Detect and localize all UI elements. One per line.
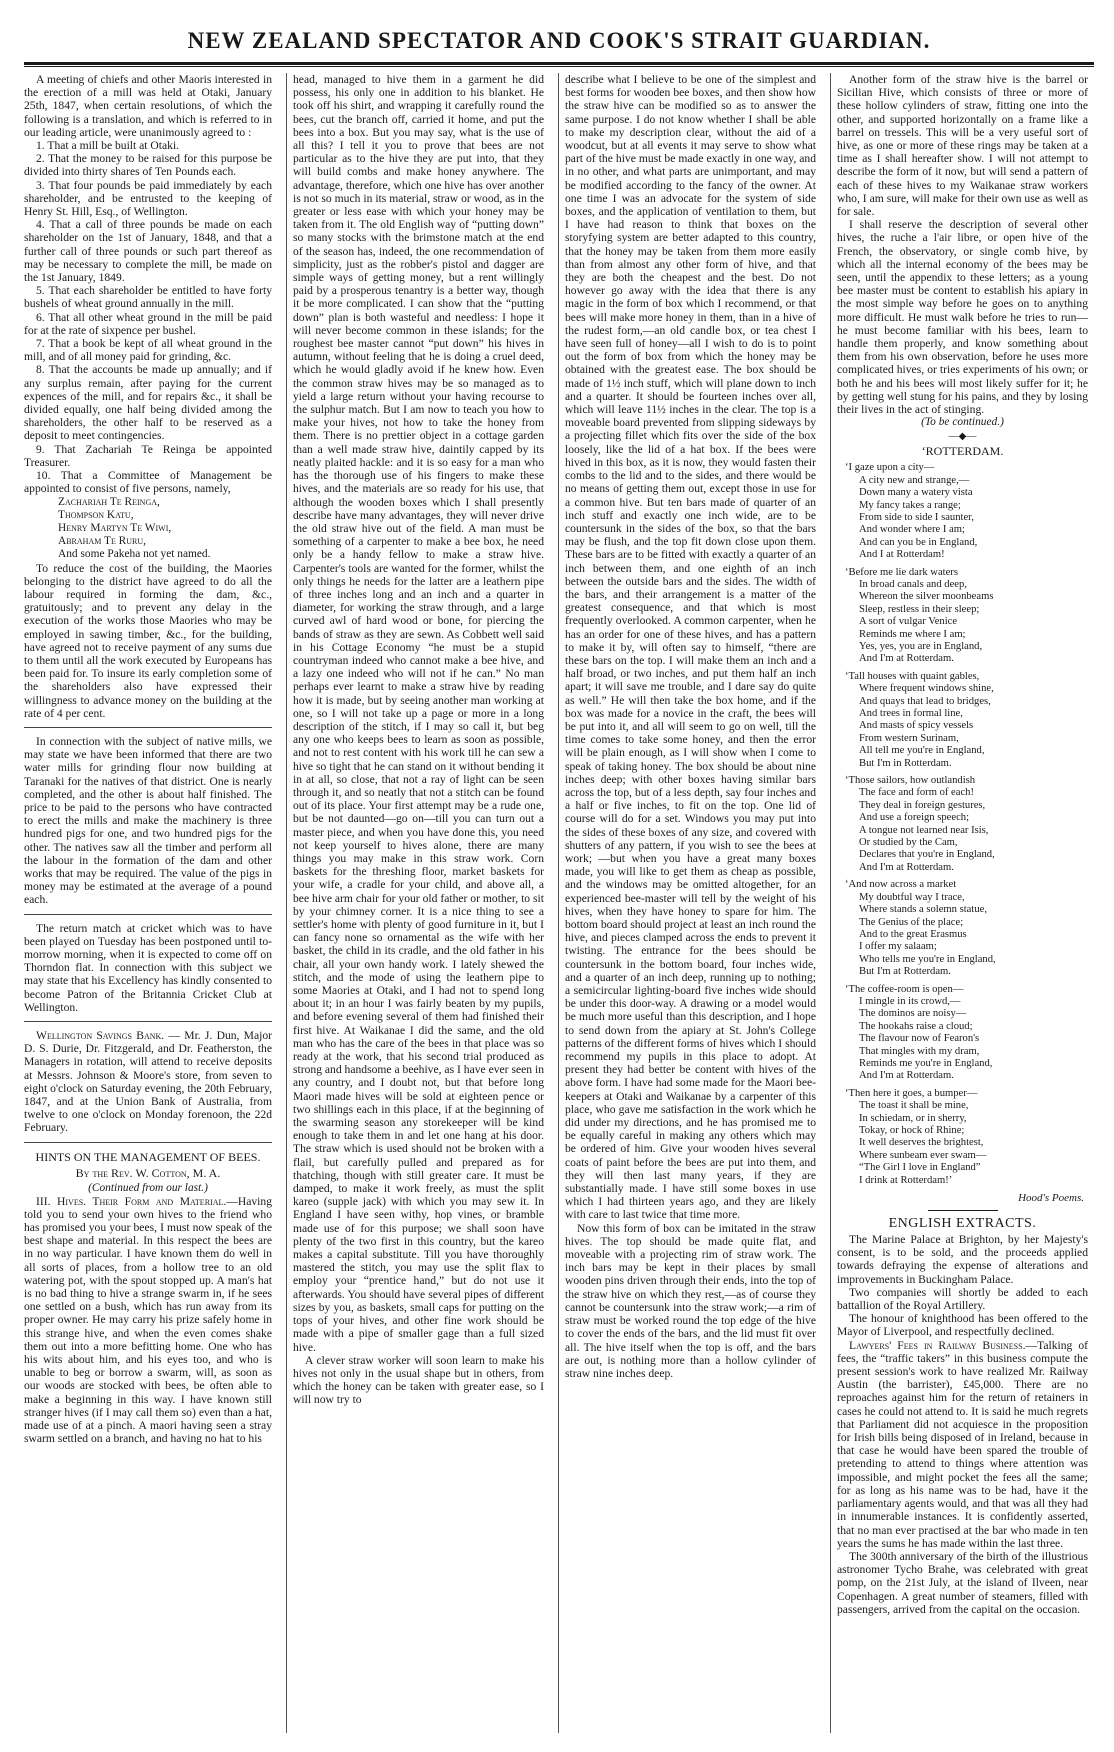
separator xyxy=(24,1142,272,1143)
masthead-rule-thick xyxy=(24,62,1094,65)
resolution-item: 1. That a mill be built at Otaki. xyxy=(36,139,180,153)
bees-paragraph: I shall reserve the description of several other hives, the ruche a l'air libre, or open hive of the French, the observatory, or single comb hive, by which all the internal economy of the bees may be seen, until the appendix to these letters; as a young bee master must be content to establish his apiary in the most simple way before he goes on to anything more difficult. He must walk before he tries to run—he must become familiar with his bees, learn to handle them properly, and know something about them from his own observation, before he uses more complicated hives, or tries experiments of his own; or both he and his bees will most likely suffer for it; he by getting well stung for his pains, and they by losing their lives in the act of stinging. xyxy=(837,218,1088,417)
savings-bank-text: — Mr. J. Dun, Major D. S. Durie, Dr. Fitzgerald, and Dr. Featherston, the Managers in rotation, will attend to receive deposits at Messrs. Johnson & Moore's store, from seven to eight o'clock on Saturday evening, the 20th February, 1847, and at the Union Bank of Australia, from twelve to one o'clock on Monday forenoon, the 22d February. xyxy=(24,1029,272,1135)
extract-paragraph: Two companies will shortly be added to each battallion of the Royal Artillery. xyxy=(837,1285,1088,1313)
extract-paragraph: The Marine Palace at Brighton, by her Majesty's consent, is to be sold, and the proceeds applied towards defraying the expense of alterations and improvements in Buckingham Palace. xyxy=(837,1233,1088,1286)
poem-line: I drink at Rotterdam!’ xyxy=(859,1174,953,1186)
resolution-item: 7. That a book be kept of all wheat ground in the mill, and of all money paid for grinding, &c. xyxy=(24,337,272,364)
bees-article-title: HINTS ON THE MANAGEMENT OF BEES. xyxy=(35,1149,261,1164)
resolution-item: 8. That the accounts be made up annually; and if any surplus remain, after paying for the current expences of the mill, and for repairs &c., it shall be divided equally, one half being divided among the shareholders, the other half to be reserved as a deposit to meet contingencies. xyxy=(24,363,272,443)
bees-paragraph: Another form of the straw hive is the barrel or Sicilian Hive, which consists of three or more of these hollow cylinders of straw, fitting one into the other, and supported horizontally on a frame like a barrel on tressels. This will be a very useful sort of hive, as one or more of these rings may be taken at a time as I shall hereafter show. I will not attempt to describe the form of it now, but will send a pattern of each of these hives to my Waikanae straw workers who, I am sure, will make for their own use as well as for sale. xyxy=(837,73,1088,219)
poem-line: And masts of spicy vessels xyxy=(859,720,974,732)
committee-names xyxy=(24,496,272,562)
bees-text: —Having told you to send your own hives to the friend who has promised you your bees, I must now speak of the best shape and material. In this respect the bees are in no way particular. I have known them do well in all sorts of places, from a hollow tree to an old watering pot, with the spout stopped up. A man's hat is no bad thing to hive a strange swarm in, if he sees one settled on a bush, which has run away from its proper owner. He may carry his prize safely home in this strange hive, and when the even comes shake them out into a more befitting home. One who has his wits about him, and his eyes too, and who is unable to beg or borrow a swarm, will, as soon as our woods are stocked with bees, be often able to make a beginning in this way. I have known still stranger hives (if I may call them so) even than a hat, made use of at a pinch. A maori having seen a stray swarm settled on a branch, and having no hat to his xyxy=(24,1194,272,1446)
poem-line: A sort of vulgar Venice xyxy=(859,616,958,628)
poem-line: And to the great Erasmus xyxy=(859,928,967,940)
separator xyxy=(24,914,272,915)
poem-line: ‘And now across a market xyxy=(845,879,957,891)
poem-line: The hookahs raise a cloud; xyxy=(859,1020,973,1032)
poem-line: Reminds me you're in England, xyxy=(859,1057,993,1069)
savings-bank-paragraph xyxy=(24,1029,272,1135)
committee-names-tail: And some Pakeha not yet named. xyxy=(58,548,211,561)
savings-bank-lead: Wellington Savings Bank. xyxy=(36,1029,165,1043)
poem-line: ‘Tall houses with quaint gables, xyxy=(845,670,980,682)
extract-paragraph: The 300th anniversary of the birth of the illustrious astronomer Tycho Brahe, was celebrated with great pomp, on the 21st July, at the island of Ilveen, near Copenhagen. A great number of steamers, filled with passengers, arrived from the capital on the occasion. xyxy=(837,1549,1088,1616)
cricket-paragraph: The return match at cricket which was to have been played on Tuesday has been postponed until to-morrow morning, when it is expected to come off on Thorndon flat. In connection with this subject we may state that his Excellency has kindly consented to become Patron of the Britannia Cricket Club at Wellington. xyxy=(24,921,272,1014)
ornament-dash: —◆— xyxy=(948,431,977,443)
poem-line: And I at Rotterdam! xyxy=(859,549,945,561)
poem-stanza xyxy=(845,462,1088,561)
separator xyxy=(24,1021,272,1022)
column-1 xyxy=(24,73,278,1733)
mill-meeting-intro: A meeting of chiefs and other Maoris interested in the erection of a mill was held at Otaki, January 25th, 1847, when certain resolutions, of which the following is a translation, and which is referred to in our leading article, were unanimously agreed to : xyxy=(24,73,272,139)
poem-line: “The Girl I love in England” xyxy=(859,1162,981,1174)
poem-line: Yes, yes, you are in England, xyxy=(859,640,983,652)
lawyers-fees-lead: Lawyers' Fees in Railway Business. xyxy=(849,1338,1026,1352)
poem-line: Tokay, or hock of Rhine; xyxy=(859,1125,965,1136)
poem-line: The flavour now of Fearon's xyxy=(859,1033,980,1045)
poem-line: In broad canals and deep, xyxy=(859,578,967,590)
poem-line: Sleep, restless in their sleep; xyxy=(859,603,980,615)
bees-paragraph: A clever straw worker will soon learn to make his hives not only in the usual shape but in others, from which the honey can be taken with greater ease, so I will now try to xyxy=(293,1353,544,1407)
resolution-item: 2. That the money to be raised for this purpose be divided into thirty shares of Ten Pounds each. xyxy=(24,152,272,179)
poem-line: Where sunbeam ever swam— xyxy=(859,1149,987,1161)
poem-line: The Genius of the place; xyxy=(859,916,964,928)
committee-name: Zachariah Te Reinga, xyxy=(58,495,160,508)
bees-paragraph xyxy=(24,1195,272,1446)
poem-line: And quays that lead to bridges, xyxy=(859,695,991,707)
building-paragraph: To reduce the cost of the building, the Maories belonging to the district have agreed to do all the labour required in forming the dam, &c., gratuitously; and to prevent any delay in the execution of the works those Maories who may be employed in sawing timber, &c., for the building, have agreed not to receive payment of any sums due to them until all the work executed by Europeans has been paid for. To insure its early completion some of the shareholders also have expressed their willingness to advance money on the building at the rate of 4 per cent. xyxy=(24,561,272,720)
bees-continuation-paragraph: head, managed to hive them in a garment he did possess, his only one in addition to his blanket. He took off his shirt, and wrapping it carefully round the bees, cut the branch off, carried it home, and put the bees into a box. But you may say, what is the use of all this? I tell it you to prove that bees are not particular as to the hive they are put into, that they will build combs and make honey anywhere. The advantage, therefore, which one hive has over another is not so much in its material, straw or wood, as in the greater or less ease with which your honey may be taken from it. The old English way of “putting down” so many stocks with the brimstone match at the end of the season has, indeed, the one recommendation of simplicity, just as the robber's pistol and dagger are simple ways of getting money, but a rent willingly paid by a prosperous tenantry is a better way, though it be more complicated. I can show that the “putting down” plan is both wasteful and needless: I hope it will never become common in these islands; for the roughest bee master cannot “put down” his hives in autumn, without feeling that he is doing a cruel deed, which he would gladly avoid if he knew how. Even the common straw hives may be so managed as to yield a large return without your having recourse to the sulphur match. But I am now to teach you how to make your hives, not how to take the honey from them. There is no prettier object in a cottage garden than a well made straw hive, daintily capped by its neatly plaited hackle: and it is so easy for a man who has the thorough use of his fingers to make these hives, and the materials are so ready for his use, that although the wooden boxes which I shall presently describe have many advantages, they will never drive the old straw hive out of the field. A man must be something of a carpenter to make a bee box, he need only be a handy fellow to make a straw hive. Carpenter's tools are wanted for the former, whilst the only things he needs for the latter are a leathern pipe of three inches long and an inch and a quarter in diameter, for working the straw through, and a large curved awl of hard wood or bone, for piercing the bands of straw as they are sewn. As Cobbett well said in his Cottage Economy “he must be a stupid countryman indeed who cannot make a bee hive, and a lazy one indeed who will not if he can.” No man perhaps ever learnt to make a straw hive by reading how it is made, but by seeing another man working at one, so I will not take up a page or more in a long description of the stitch, if I may so call it, but beg any one who keeps bees to learn as soon as possible, and not to rest content with his work till he can sew a hive so tight that he can stand on it without bending it in at all, so close, that not a ray of light can be seen through it, and so neatly that not a stitch can be found out of its place. Your first attempt may be a rude one, but be not daunted—go on—till you can turn out a master piece, and when you have done this, you need not keep yourself to hives alone, there are many things you may make in this straw work. Corn baskets for the threshing floor, market baskets for your wife, a cradle for your child, and above all, a bee hive arm chair for your old father or mother, to sit by your chimney corner. It is a nice thing to see a settler's home with plenty of good furniture in it, but I can fancy none so ornamental as the wife with her basket, the child in its cradle, and the old father in his chair, all your own handy work. I lately shewed the stitch, and the mode of using the leathern pipe to some Maories at Otaki, and I had not to spend long about it; in an hour I was fairly beaten by my pupils, and before evening several of them had finished their first hive. At Waikanae I did the same, and the old man who has the care of the bees in that place was so ready at the work, that his second trial produced as strong and handsome a beehive, as I have ever seen in any country, and I doubt not, but that before long Maori made hives will be sold at eighteen pence or two shillings each in this place, if at the beginning of the swarming season any storekeeper will be kind enough to take them in and let one hang at his door. The straw which is used should not be broken with a flail, but carefully pulled and prepared as for thatching, though with still greater care. It must be damped, to make it work freely, as must the split kareo (supple jack) with which you may sew it. In England I have seen withy, hop vines, or bramble made use of for this purpose; we shall soon have plenty of the two first in this country, but the kareo makes a capital substitute. Till you have thoroughly mastered the stitch, you may use the split flax to employ your “prentice hand,” but do not use it afterwards. You should have several pipes of different sizes by you, as baskets, small caps for putting on the tops of your hives, and other fine work should be made with a pipe of smaller gage than a full sized hive. xyxy=(293,73,544,1354)
poem-stanza xyxy=(845,671,1088,770)
poem-stanza xyxy=(845,879,1088,978)
poem-line: And use a foreign speech; xyxy=(859,812,970,824)
poem-line: A tongue not learned near Isis, xyxy=(859,824,989,836)
lawyers-fees-text: —Talking of fees, the “traffic takers” in this business compute the present session's work to have realized Mr. Railway Austin (the barrister), £45,000. There are no reproaches against him for the return of retainers in cases he could not attend to. It is said he much regrets that Parliament did not acquiesce in the proposition for Irish bills being disposed of in Ireland, because in that case he would have been spared the trouble of pretending to attend to things where attention was impossible, and might pocket the fees all the same; for as long as his name was to be had, have it the parliamentary agents would, and that was all they had in innumerable instances. It is confidently asserted, that no man ever practised at the bar who made in ten years the sums he has made within the last three. xyxy=(837,1338,1088,1550)
poem-line: And I'm at Rotterdam. xyxy=(859,1070,954,1082)
poem-line: From side to side I saunter, xyxy=(859,511,974,523)
bees-article-author: By the Rev. W. Cotton, M. A. xyxy=(75,1165,221,1180)
poem-line: And I'm at Rotterdam. xyxy=(859,653,954,665)
column-4 xyxy=(830,73,1094,1733)
extract-paragraph: The honour of knighthood has been offered to the Mayor of Liverpool, and respectfully declined. xyxy=(837,1312,1088,1339)
resolution-item: 9. That Zachariah Te Reinga be appointed Treasurer. xyxy=(24,442,272,469)
poem-line: The face and form of each! xyxy=(859,787,974,799)
masthead: NEW ZEALAND SPECTATOR AND COOK'S STRAIT GUARDIAN. xyxy=(187,28,931,53)
columns xyxy=(24,73,1094,1733)
poem-line: I offer my salaam; xyxy=(859,941,937,953)
poem-line: In schiedam, or in sherry, xyxy=(859,1112,967,1124)
poem-line: Or studied by the Cam, xyxy=(859,837,958,849)
poem-stanza xyxy=(845,984,1088,1083)
poem xyxy=(845,462,1088,1187)
resolution-item: 3. That four pounds be paid immediately by each shareholder, and be entrusted to the keeping of Henry St. Hill, Esq., of Wellington. xyxy=(24,178,272,219)
poem-line: My fancy takes a range; xyxy=(859,499,961,511)
poem-line: Reminds me where I am; xyxy=(859,628,966,640)
poem-line: They deal in foreign gestures, xyxy=(859,799,986,811)
to-be-continued-note: (To be continued.) xyxy=(921,416,1004,429)
poem-stanza xyxy=(845,1088,1088,1187)
poem-line: ‘Before me lie dark waters xyxy=(845,566,958,578)
separator xyxy=(928,1210,998,1211)
poem-line: And I'm at Rotterdam. xyxy=(859,861,954,873)
poem-line: But I'm in Rotterdam. xyxy=(859,757,952,769)
poem-line: And wonder where I am; xyxy=(859,524,965,536)
poem-line: ‘Those sailors, how outlandish xyxy=(845,775,976,787)
poem-stanza xyxy=(845,775,1088,874)
poem-line: And trees in formal line, xyxy=(859,708,963,719)
resolution-item: 4. That a call of three pounds be made on each shareholder on the 1st of January, 1848, and that a further call of three pounds or such part thereof as may be necessary to complete the mill, be made on the 1st January, 1849. xyxy=(24,218,272,285)
column-3 xyxy=(558,73,822,1733)
poem-line: Declares that you're in England, xyxy=(859,849,995,861)
poem-line: Who tells me you're in England, xyxy=(859,953,996,965)
resolution-item: 10. That a Committee of Management be appointed to consist of five persons, namely, xyxy=(24,469,272,496)
poem-line: Where frequent windows shine, xyxy=(859,683,994,695)
lawyers-fees-paragraph xyxy=(837,1339,1088,1550)
native-mills-paragraph: In connection with the subject of native mills, we may state we have been informed that there are two water mills for grinding flour now building at Taranaki for the natives of that district. One is nearly completed, and the other is about half finished. The price to be paid to the persons who have contracted to erect the mills and make the machinery is three hundred pigs for one, and two hundred pigs for the other. The natives saw all the timber and perform all the labour in the formation of the dam and other works that may be required. The value of the pigs in money may be estimated at the average of a pound each. xyxy=(24,734,272,907)
poem-line: Down many a watery vista xyxy=(859,487,973,499)
bees-section-heading: III. Hives. Their Form and Material. xyxy=(36,1194,227,1208)
poem-line: A city new and strange,— xyxy=(859,474,970,486)
poem-line: From western Surinam, xyxy=(859,732,959,744)
poem-line: And can you be in England, xyxy=(859,536,978,548)
column-2 xyxy=(286,73,550,1733)
poem-stanza xyxy=(845,567,1088,666)
poem-line: All tell me you're in England, xyxy=(859,745,985,757)
poem-line: Whereon the silver moonbeams xyxy=(859,591,994,603)
poem-line: ‘The coffee-room is open— xyxy=(845,983,964,995)
poem-line: The dominos are noisy— xyxy=(859,1008,967,1020)
poem-line: ‘I gaze upon a city— xyxy=(845,462,935,474)
poem-line: Where stands a solemn statue, xyxy=(859,904,987,916)
poem-line: The toast it shall be mine, xyxy=(859,1100,969,1112)
bees-paragraph: Now this form of box can be imitated in the straw hives. The top should be made quite flat, and moveable with a projecting rim of straw work. The inch bars may be kept in their places by small wooden pins driven through their ends, into the top of the straw hive on which they rest,—as of course they cannot be countersunk into the straw work;—a rim of straw must be worked round the top edge of the hive to cover the ends of the bars, and the lid must fit over all. The hive itself when the top is off, and the bars are out, is nothing more than a hollow cylinder of straw nine inches deep. xyxy=(565,1221,816,1380)
committee-name: Abraham Te Ruru, xyxy=(58,535,147,548)
separator xyxy=(24,727,272,728)
masthead-rule-thin xyxy=(24,66,1094,67)
committee-name: Henry Martyn Te Wiwi, xyxy=(58,521,172,534)
bees-continuation-paragraph: describe what I believe to be one of the simplest and best forms for wooden bee boxes, and then show how the straw hive can be modified so as to answer the same purpose. I do not know whether I shall be able to make my description clear, without the aid of a woodcut, but at all events it may serve to show what part of the hive must be made exactly in one way, and in no other, and what parts are unimportant, and may be modified according to the fancy of the owner. At one time I was an advocate for the system of side boxes, and the application of ventilation to them, but I have had reason to think that boxes on the storyfying system are better adapted to this country, that the honey may be taken from them more easily than from almost any other form of hive, and that they are both the cheapest and the best. Do not however go away with the idea that there is any magic in the form of box which I recommend, or that bees will make more honey in them, than in a hive of the rudest form,—an old candle box, or tea chest I have seen full of honey—all I wish to do is to point out the form of box from which the honey may be obtained with the greatest ease. The box should be made of 1½ inch stuff, which will plane down to inch and a quarter. It should be fourteen inches over all, which will leave 11½ inches in the clear. The top is a moveable board prevented from slipping sideways by a projecting fillet which fits over the side of the box loosely, like the lid of a hat box. If the bees were hived in this box, as it is now, they would fasten their combs to the lid and to the sides, and there would be no means of getting them out, except those in use for a common hive. But ten bars made of quarter of an inch stuff and exactly one inch wide, are to be countersunk in the sides of the box, so that the bars may be flush, and the top fit down close upon them. These bars are to be fitted with exactly a quarter of an inch between them, and one eighth of an inch between the outside bars and the sides. The width of the bars, and their arrangement is a matter of the greatest consequence, and that which is most frequently overlooked. A common carpenter, when he has an order for one of these hives, and has a pattern to make it by, will often say to himself, “there are these bars on the top. I will make them an inch and a half broad, or two inches, and put them half an inch apart; it will save me trouble, and I dare say do quite as well.” He will then take the box home, and if the box was made for a novice in the craft, the bees will be put into it, and all will seem to go on well, till the time comes to take some honey, and then the error will be plain enough, as I will show when I come to speak of taking honey. The box should be about nine inches deep; with other boxes having similar bars across the top, but of a less depth, say four inches and a half or five inches, to fit on the top. One lid of course will do for a set. Windows you may put into the sides of these boxes of any size, and covered with shutters of any pattern, if you wish to see the bees at work; —but when you have a great many boxes made, you will like to get them as cheap as possible, and the windows may be omitted altogether, for an experienced bee-master will tell by the weight of his hives, when they have honey to spare for him. The bottom board should project at least an inch round the hive, and pieces clamped across the ends to prevent it twisting. The entrance for the bees should be countersunk in the bottom board, four inches wide, and a quarter of an inch deep, running up to nothing; a semicircular lighting-board five inches wide should be under this door-way. A drawing or a model would be much more useful than this description, and I hope to send down from the apiary at St. John's College patterns of the different forms of hives which I should recommend my pupils in this place to adopt. At present they had better be content with hives of the above form. I have had some made for the Maori bee-keepers at Otaki and Waikanae by a carpenter of this place, who gave me satisfaction in the work which he did under my directions, and he has promised me to be equally careful in making any others which may be ordered of him. Give your wooden hives several coats of paint before the bees are put into them, and they will then last many years, if they are substantially made. I have still some boxes in use which I had thirteen years ago, and they are likely with care to last twice that time more. xyxy=(565,73,816,1222)
resolutions-list xyxy=(24,139,272,495)
poem-line: My doubtful way I trace, xyxy=(859,891,965,903)
poem-source: Hood's Poems. xyxy=(1018,1192,1084,1205)
poem-line: But I'm at Rotterdam. xyxy=(859,966,951,978)
poem-line: That mingles with my dram, xyxy=(859,1045,980,1057)
committee-name: Thompson Katu, xyxy=(58,508,134,521)
english-extracts-title: ENGLISH EXTRACTS. xyxy=(888,1216,1037,1232)
poem-line: ‘Then here it goes, a bumper— xyxy=(845,1087,978,1099)
resolution-item: 6. That all other wheat ground in the mill be paid for at the rate of sixpence per bushel. xyxy=(24,310,272,337)
poem-line: I mingle in its crowd,— xyxy=(859,995,961,1007)
poem-line: It well deserves the brightest, xyxy=(859,1137,984,1149)
poem-title: ‘ROTTERDAM. xyxy=(921,444,1004,459)
resolution-item: 5. That each shareholder be entitled to have forty bushels of wheat ground annually in the mill. xyxy=(24,284,272,311)
bees-continued-note: (Continued from our last.) xyxy=(88,1181,208,1194)
